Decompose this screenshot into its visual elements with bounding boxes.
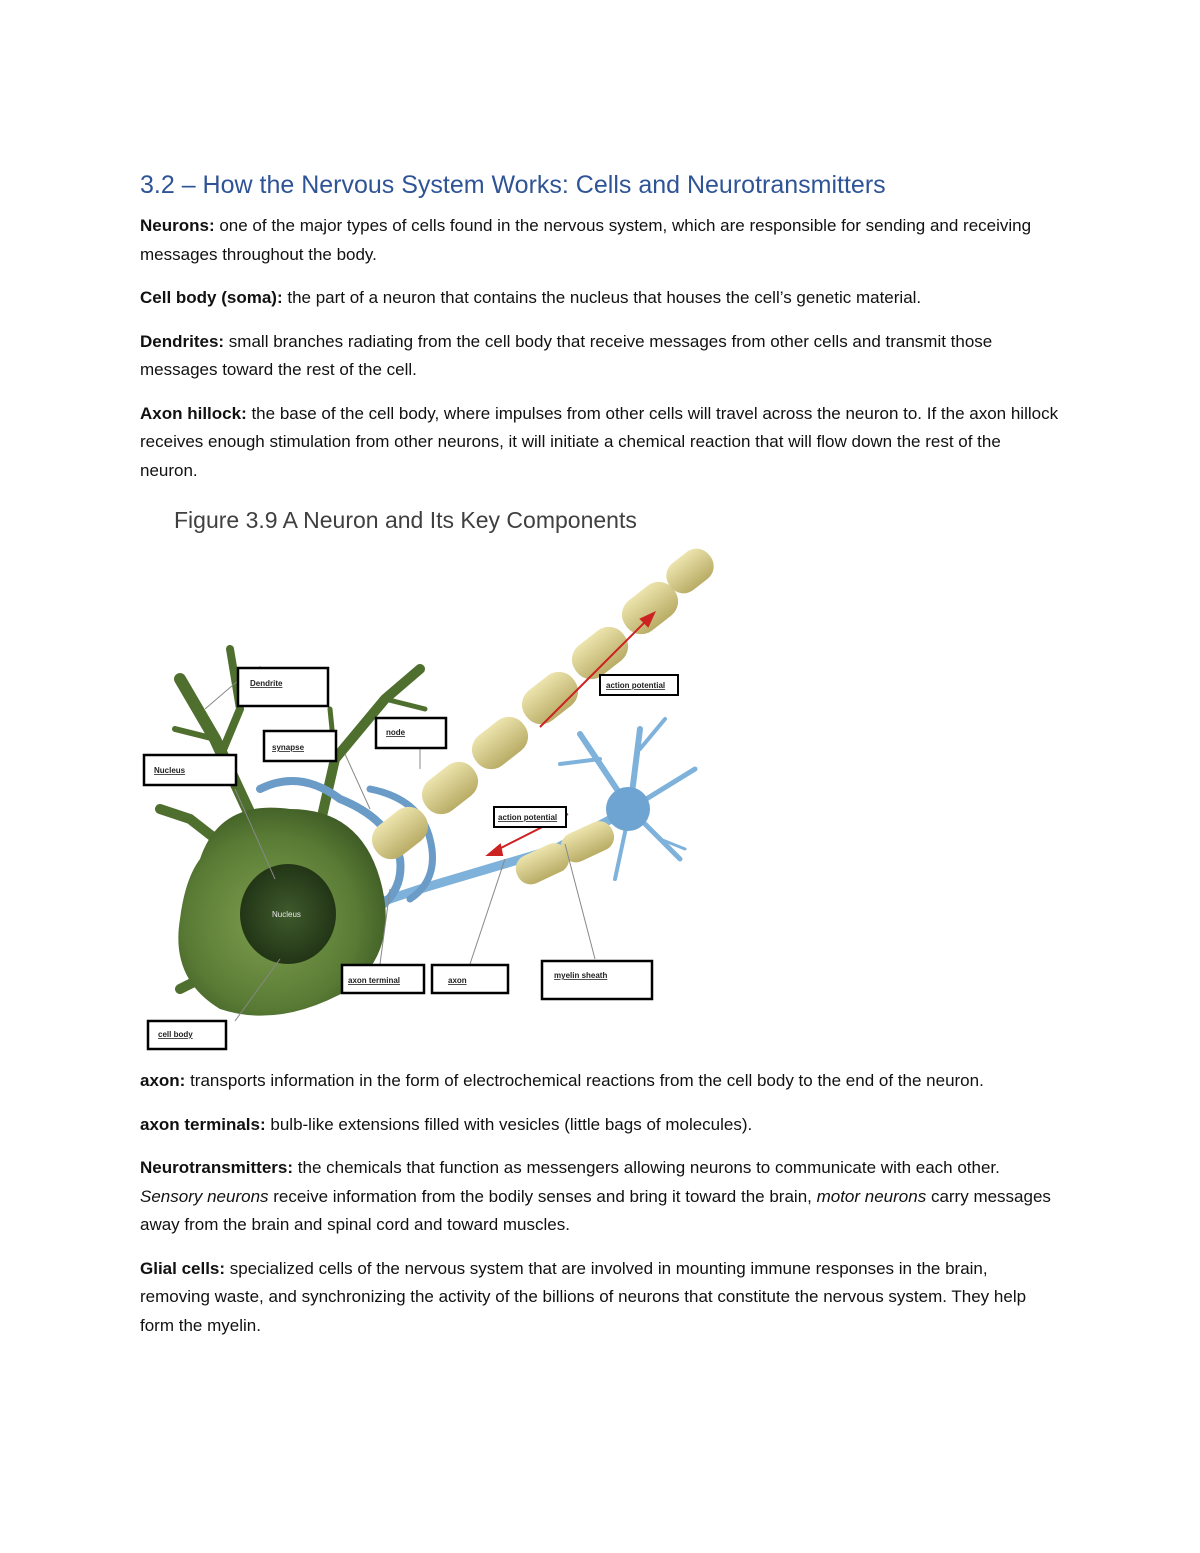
definition-text-axon-terminals: bulb-like extensions filled with vesicles (little bags of molecules).: [265, 1114, 753, 1134]
italic-motor-neurons: motor neurons: [816, 1186, 927, 1206]
definition-glial-cells: [140, 1255, 1060, 1341]
term-cell-body: Cell body (soma):: [140, 288, 283, 307]
label-myelin-sheath: [542, 961, 652, 999]
term-glial-cells: Glial cells:: [140, 1258, 226, 1278]
svg-text:synapse: synapse: [272, 743, 305, 752]
svg-text:myelin sheath: myelin sheath: [554, 971, 608, 980]
definition-cell-body: [140, 284, 1060, 313]
neuron-figure: [154, 507, 734, 1047]
definition-axon-hillock: [140, 400, 1060, 486]
definition-neurotransmitters: [140, 1154, 1060, 1240]
definition-text-axon: transports information in the form of electrochemical reactions from the cell body to the end of the neuron.: [185, 1071, 984, 1090]
label-axon: [432, 965, 508, 993]
definition-text-neurons: one of the major types of cells found in the nervous system, which are responsible for sending and receiving messages throughout the body.: [140, 216, 1032, 264]
section-heading: 3.2 – How the Nervous System Works: Cells and Neurotransmitters: [140, 171, 886, 199]
svg-text:Nucleus: Nucleus: [154, 766, 186, 775]
myelinated-axon: [365, 542, 721, 889]
label-cell-body: [148, 1021, 226, 1049]
term-neurotransmitters: Neurotransmitters:: [140, 1158, 294, 1177]
term-axon-hillock: Axon hillock:: [140, 403, 247, 423]
svg-text:node: node: [386, 728, 406, 737]
label-action-potential-mid: [494, 807, 566, 827]
label-action-potential-top: [600, 675, 678, 695]
label-nucleus: [144, 755, 236, 785]
definition-text-dendrites: small branches radiating from the cell body that receive messages from other cells and transmit those messages toward the rest of the cell.: [140, 331, 993, 379]
document-page: [140, 168, 1060, 1355]
definition-text-cell-body: the part of a neuron that contains the nucleus that houses the cell’s genetic material.: [282, 288, 922, 307]
term-axon-terminals: axon terminals:: [140, 1114, 266, 1134]
svg-text:Dendrite: Dendrite: [250, 679, 283, 688]
definition-text-axon-hillock: the base of the cell body, where impulses from other cells will travel across the neuron to. If the axon hillock receives enough stimulation from other neurons, it will initiate a chemical reaction that will flow down the rest of the neuron.: [140, 403, 1059, 480]
svg-text:action potential: action potential: [606, 681, 666, 690]
definition-text-neurotransmitters-c: carry messages away from the brain and spinal cord and toward muscles.: [140, 1186, 1051, 1234]
italic-sensory-neurons: Sensory neurons: [140, 1186, 269, 1206]
svg-text:axon terminal: axon terminal: [348, 976, 401, 985]
second-neuron-soma: [606, 787, 650, 831]
definition-text-neurotransmitters-a: the chemicals that function as messengers allowing neurons to communicate with each other.: [293, 1158, 1000, 1177]
term-dendrites: Dendrites:: [140, 331, 225, 351]
svg-text:axon: axon: [448, 976, 467, 985]
definition-axon-terminals: [140, 1111, 1060, 1140]
svg-text:cell body: cell body: [158, 1030, 193, 1039]
label-node: [376, 718, 446, 748]
definition-dendrites: [140, 328, 1060, 385]
term-axon: axon:: [140, 1071, 186, 1090]
definition-neurons: [140, 212, 1060, 269]
label-synapse: [264, 731, 336, 761]
label-axon-terminal: [342, 965, 424, 993]
definition-text-glial-cells: specialized cells of the nervous system that are involved in mounting immune responses in the brain, removing waste, and synchronizing the activity of the billions of neurons that constitute the nervous system. They help form the myelin.: [140, 1258, 1027, 1335]
definition-text-neurotransmitters-b: receive information from the bodily senses and bring it toward the brain,: [268, 1186, 817, 1206]
neuron-illustration: [154, 559, 720, 1049]
figure-title: Figure 3.9 A Neuron and Its Key Components: [174, 507, 637, 533]
term-neurons: Neurons:: [140, 216, 215, 235]
nucleus-inner-label: Nucleus: [272, 910, 301, 919]
svg-text:action potential: action potential: [498, 813, 558, 822]
definition-axon: [140, 1067, 1060, 1096]
label-dendrite: [238, 668, 328, 706]
